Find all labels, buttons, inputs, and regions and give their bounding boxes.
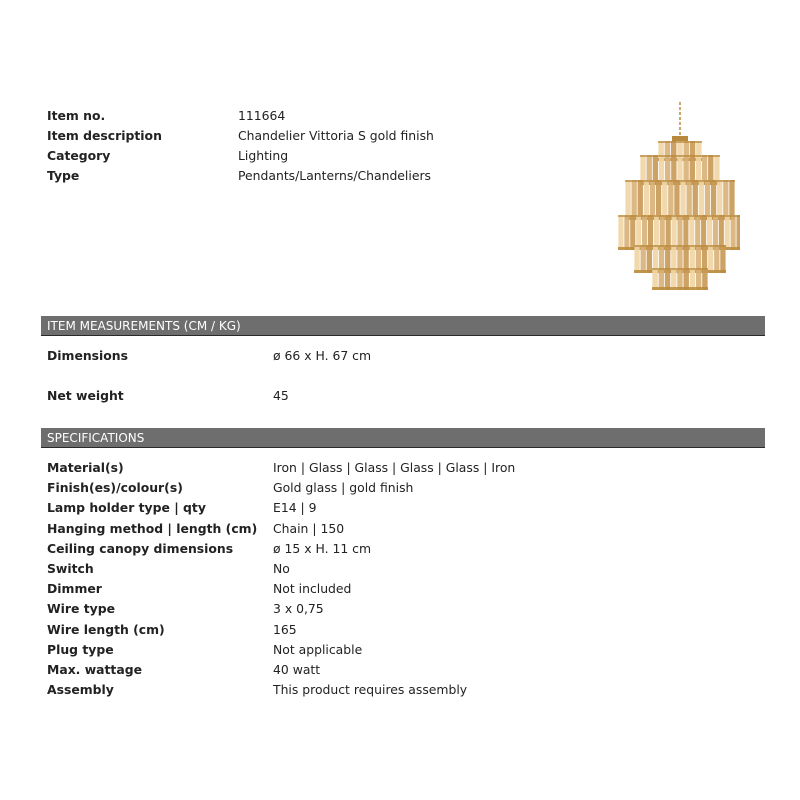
row-label: Wire length (cm) bbox=[47, 621, 165, 637]
row-label: Assembly bbox=[47, 682, 114, 698]
row-label: Dimmer bbox=[47, 581, 102, 597]
row-label: Ceiling canopy dimensions bbox=[47, 540, 234, 556]
row-value: E14 | 9 bbox=[273, 500, 317, 516]
row-value: Not applicable bbox=[273, 641, 363, 657]
info-value: Chandelier Vittoria S gold finish bbox=[238, 128, 434, 143]
row-value: Not included bbox=[273, 581, 352, 597]
row-value: Chain | 150 bbox=[273, 520, 345, 536]
row-value: ø 66 x H. 67 cm bbox=[273, 348, 372, 363]
row-label: Wire type bbox=[47, 601, 116, 617]
row-value: 40 watt bbox=[273, 661, 321, 677]
row-value: 3 x 0,75 bbox=[273, 601, 324, 617]
info-value: Lighting bbox=[238, 148, 289, 163]
info-label: Item description bbox=[47, 128, 162, 143]
row-value: 45 bbox=[273, 388, 289, 403]
chandelier-icon bbox=[600, 100, 740, 300]
row-value: Gold glass | gold finish bbox=[273, 480, 414, 496]
info-label: Category bbox=[47, 148, 111, 163]
info-value: 111664 bbox=[238, 108, 286, 123]
row-value: 165 bbox=[273, 621, 297, 637]
row-value: ø 15 x H. 11 cm bbox=[273, 540, 372, 556]
row-value: Iron | Glass | Glass | Glass | Glass | Iron bbox=[273, 460, 516, 475]
row-label: Hanging method | length (cm) bbox=[47, 520, 258, 536]
row-value: No bbox=[273, 560, 290, 576]
row-label: Max. wattage bbox=[47, 661, 142, 677]
row-label: Finish(es)/colour(s) bbox=[47, 480, 183, 496]
row-label: Dimensions bbox=[47, 348, 128, 363]
specifications-header: SPECIFICATIONS bbox=[41, 428, 765, 448]
measurements-header: ITEM MEASUREMENTS (CM / KG) bbox=[41, 316, 765, 336]
row-label: Switch bbox=[47, 560, 94, 576]
row-label: Plug type bbox=[47, 641, 114, 657]
row-label: Material(s) bbox=[47, 460, 124, 475]
row-label: Lamp holder type | qty bbox=[47, 500, 206, 516]
row-value: This product requires assembly bbox=[273, 682, 468, 698]
chandelier-image bbox=[600, 100, 740, 300]
row-label: Net weight bbox=[47, 388, 124, 403]
info-value: Pendants/Lanterns/Chandeliers bbox=[238, 168, 431, 183]
info-label: Item no. bbox=[47, 108, 106, 123]
info-label: Type bbox=[47, 168, 80, 183]
